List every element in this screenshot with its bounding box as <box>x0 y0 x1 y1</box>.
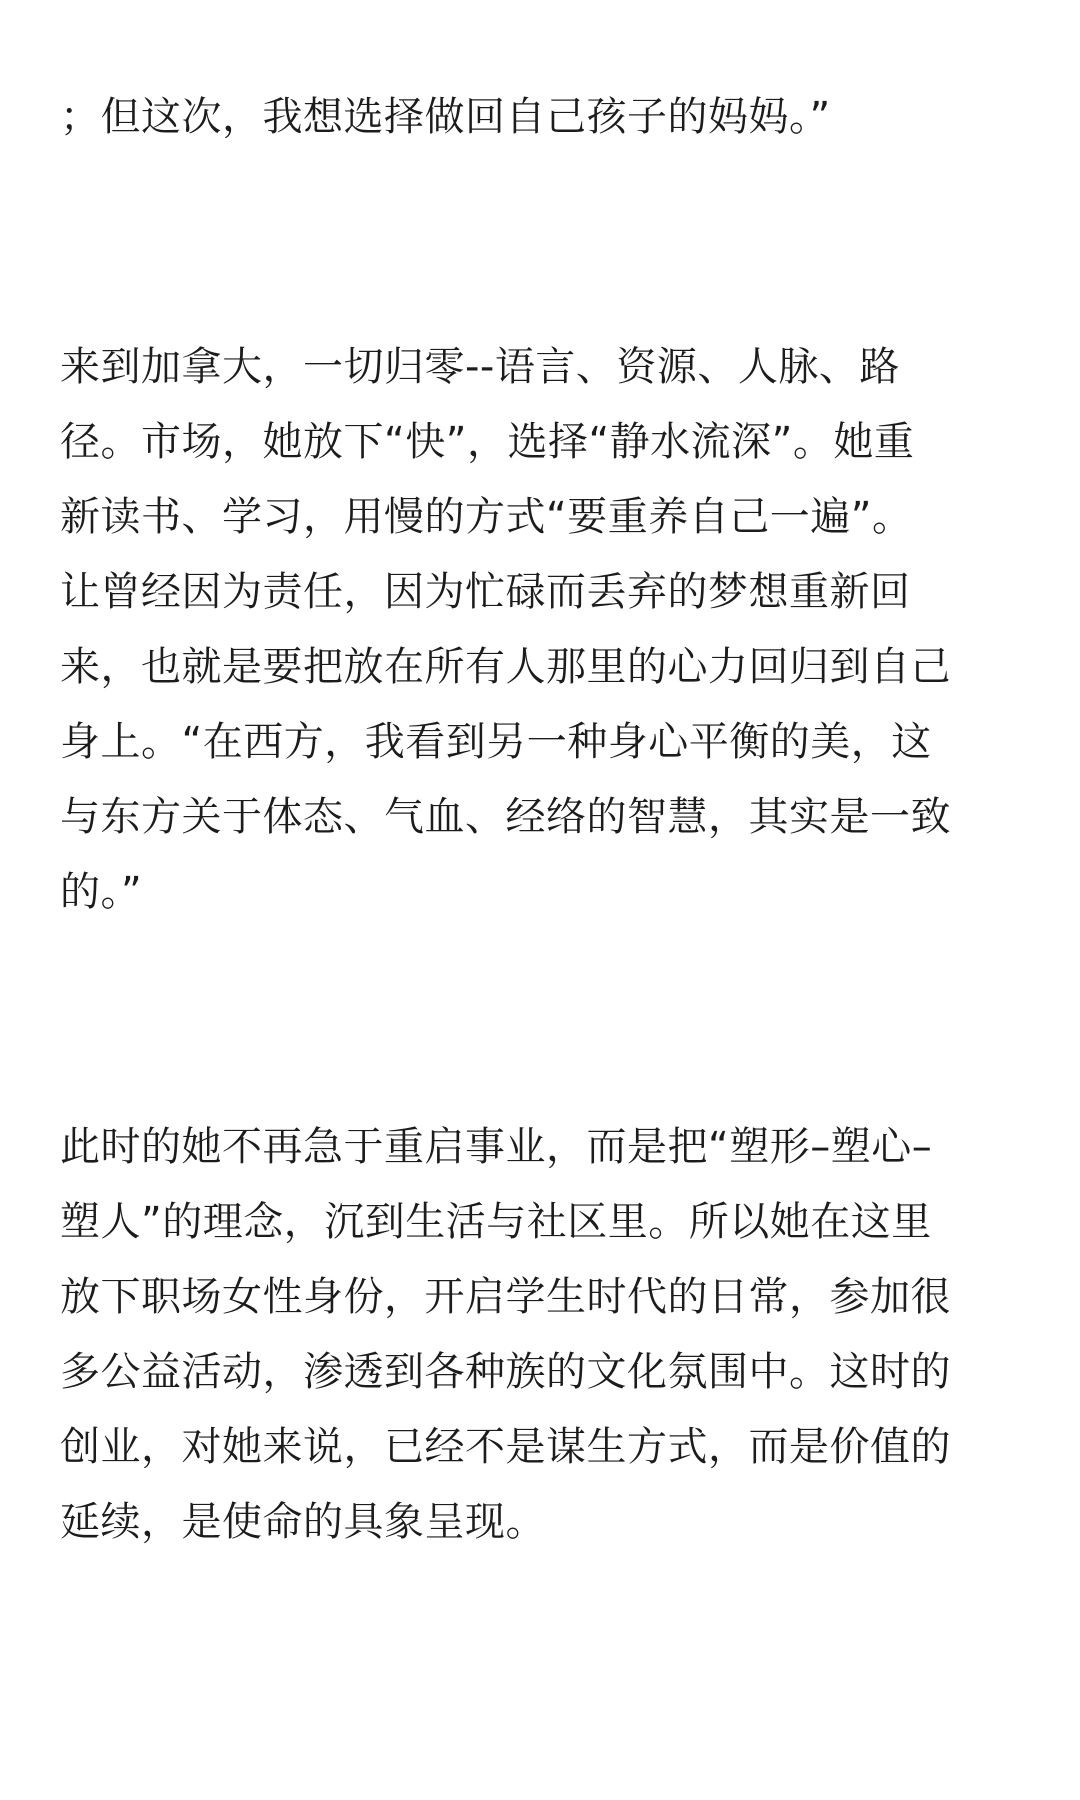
paragraph-2 <box>60 330 1020 930</box>
text-line: 径。市场，她放下“快”，选择“静水流深”。她重 <box>60 419 915 465</box>
text-line: ；但这次，我想选择做回自己孩子的妈妈。” <box>60 94 831 140</box>
text-line: 创业，对她来说，已经不是谋生方式，而是价值的 <box>60 1424 951 1470</box>
text-line: 延续，是使命的具象呈现。 <box>60 1499 546 1545</box>
paragraph-3 <box>60 1110 1020 1560</box>
text-line: 多公益活动，渗透到各种族的文化氛围中。这时的 <box>60 1349 951 1395</box>
text-line: 塑人”的理念，沉到生活与社区里。所以她在这里 <box>60 1199 932 1245</box>
text-line: 身上。“在西方，我看到另一种身心平衡的美，这 <box>60 719 932 765</box>
text-line: 与东方关于体态、气血、经络的智慧，其实是一致 <box>60 794 951 840</box>
text-line: 此时的她不再急于重启事业，而是把“塑形–塑心– <box>60 1124 933 1170</box>
text-line: 来，也就是要把放在所有人那里的心力回归到自己 <box>60 644 951 690</box>
text-line: 新读书、学习，用慢的方式“要重养自己一遍”。 <box>60 494 913 540</box>
text-line: 让曾经因为责任，因为忙碌而丢弃的梦想重新回 <box>60 569 911 615</box>
text-line: 的。” <box>60 869 143 915</box>
paragraph-1 <box>60 80 1020 155</box>
text-line: 来到加拿大，一切归零--语言、资源、人脉、路 <box>60 344 900 390</box>
text-line: 放下职场女性身份，开启学生时代的日常，参加很 <box>60 1274 951 1320</box>
